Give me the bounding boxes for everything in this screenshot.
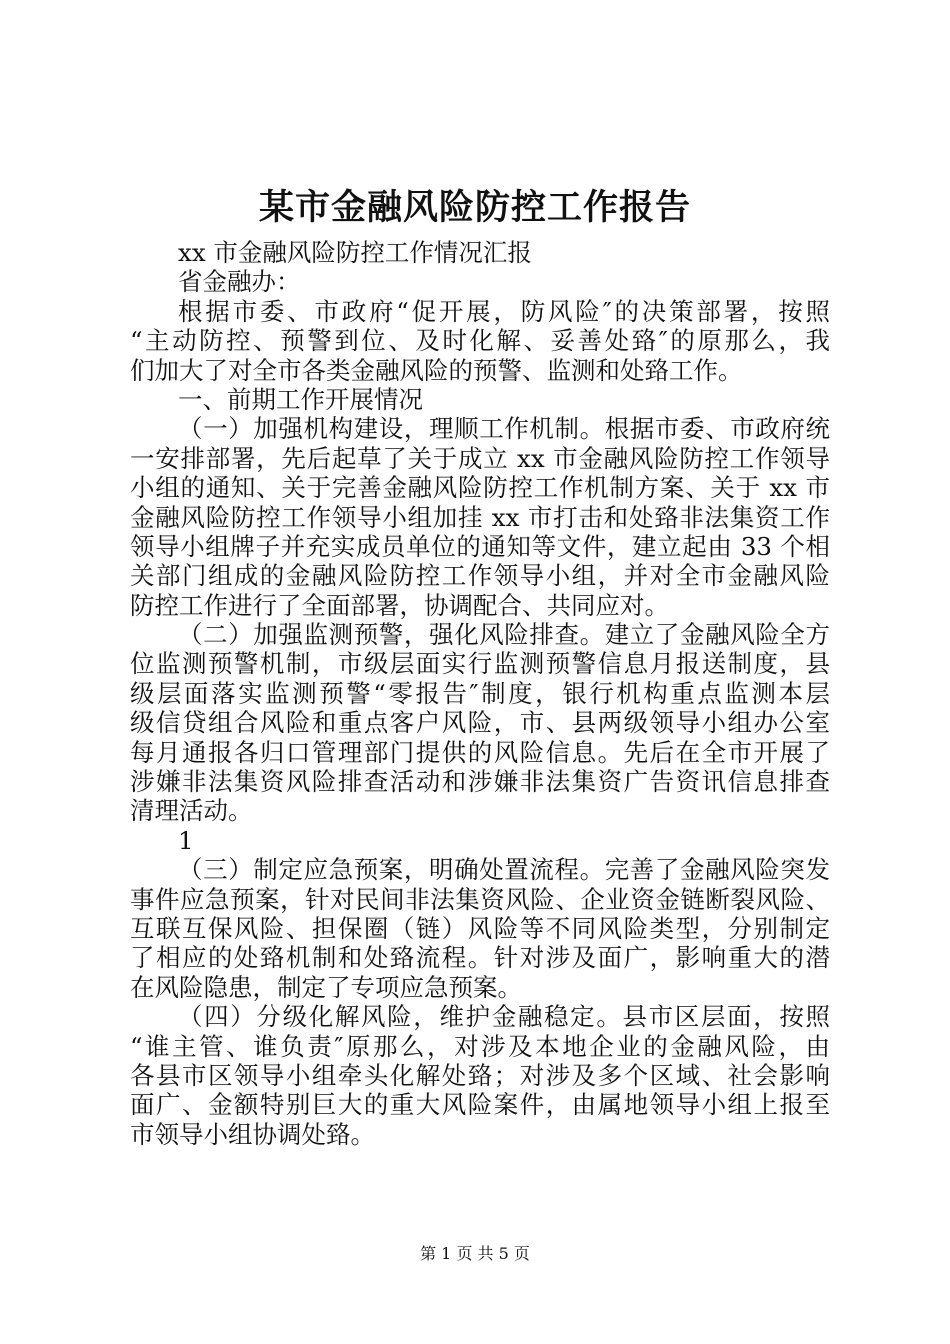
text-line: 省金融办： <box>178 267 301 297</box>
document-title: 某市金融风险防控工作报告 <box>258 187 691 228</box>
text-line: 们加大了对全市各类金融风险的预警、监测和处臵工作。 <box>130 355 743 385</box>
body-block-2 <box>130 855 830 1149</box>
document-body <box>130 238 830 1149</box>
text-line: （一）加强机构建设，理顺工作机制。根据市委、市政府统 <box>178 414 830 444</box>
text-line: 一安排部署，先后起草了关于成立 xx 市金融风险防控工作领导 <box>130 443 830 473</box>
text-line: 一、前期工作开展情况 <box>178 384 423 414</box>
text-line: 金融风险防控工作领导小组加挂 xx 市打击和处臵非法集资工作 <box>130 502 830 532</box>
text-line: 小组的通知、关于完善金融风险防控工作机制方案、关于 xx 市 <box>130 473 830 503</box>
page-marker: 1 <box>178 825 194 855</box>
text-line: 在风险隐患，制定了专项应急预案。 <box>130 972 522 1002</box>
text-line: 关部门组成的金融风险防控工作领导小组，并对全市金融风险 <box>130 561 830 591</box>
text-line: “谁主管、谁负责″原那么，对涉及本地企业的金融风险，由 <box>130 1031 830 1061</box>
text-line: xx 市金融风险防控工作情况汇报 <box>178 238 532 267</box>
text-line: （四）分级化解风险，维护金融稳定。县市区层面，按照 <box>178 1002 830 1032</box>
text-line: 了相应的处臵机制和处臵流程。针对涉及面广，影响重大的潜 <box>130 943 830 973</box>
text-line: 各县市区领导小组牵头化解处臵；对涉及多个区域、社会影响 <box>130 1060 830 1090</box>
page-footer: 第 1 页 共 5 页 <box>420 1244 530 1263</box>
text-line: 每月通报各归口管理部门提供的风险信息。先后在全市开展了 <box>130 737 830 767</box>
text-line: 防控工作进行了全面部署，协调配合、共同应对。 <box>130 590 669 620</box>
text-line: 互联互保风险、担保圈（链）风险等不同风险类型，分别制定 <box>130 913 830 943</box>
text-line: 清理活动。 <box>130 796 253 826</box>
text-line: （三）制定应急预案，明确处置流程。完善了金融风险突发 <box>178 855 830 885</box>
text-line: （二）加强监测预警，强化风险排查。建立了金融风险全方 <box>178 620 830 650</box>
text-line: 事件应急预案，针对民间非法集资风险、企业资金链断裂风险、 <box>130 884 830 914</box>
text-line: 领导小组牌子并充实成员单位的通知等文件，建立起由 33 个相 <box>130 531 830 561</box>
text-line: 涉嫌非法集资风险排查活动和涉嫌非法集资广告资讯信息排查 <box>130 767 830 797</box>
text-line: 级层面落实监测预警“零报告″制度，银行机构重点监测本层 <box>130 678 830 708</box>
body-block-1 <box>130 238 830 826</box>
text-line: 根据市委、市政府“促开展，防风险″的决策部署，按照 <box>178 296 830 326</box>
text-line: 级信贷组合风险和重点客户风险，市、县两级领导小组办公室 <box>130 708 830 738</box>
text-line: “主动防控、预警到位、及时化解、妥善处臵″的原那么，我 <box>130 326 830 356</box>
text-line: 位监测预警机制，市级层面实行监测预警信息月报送制度，县 <box>130 649 830 679</box>
text-line: 面广、金额特别巨大的重大风险案件，由属地领导小组上报至 <box>130 1090 830 1120</box>
text-line: 市领导小组协调处臵。 <box>130 1119 375 1149</box>
